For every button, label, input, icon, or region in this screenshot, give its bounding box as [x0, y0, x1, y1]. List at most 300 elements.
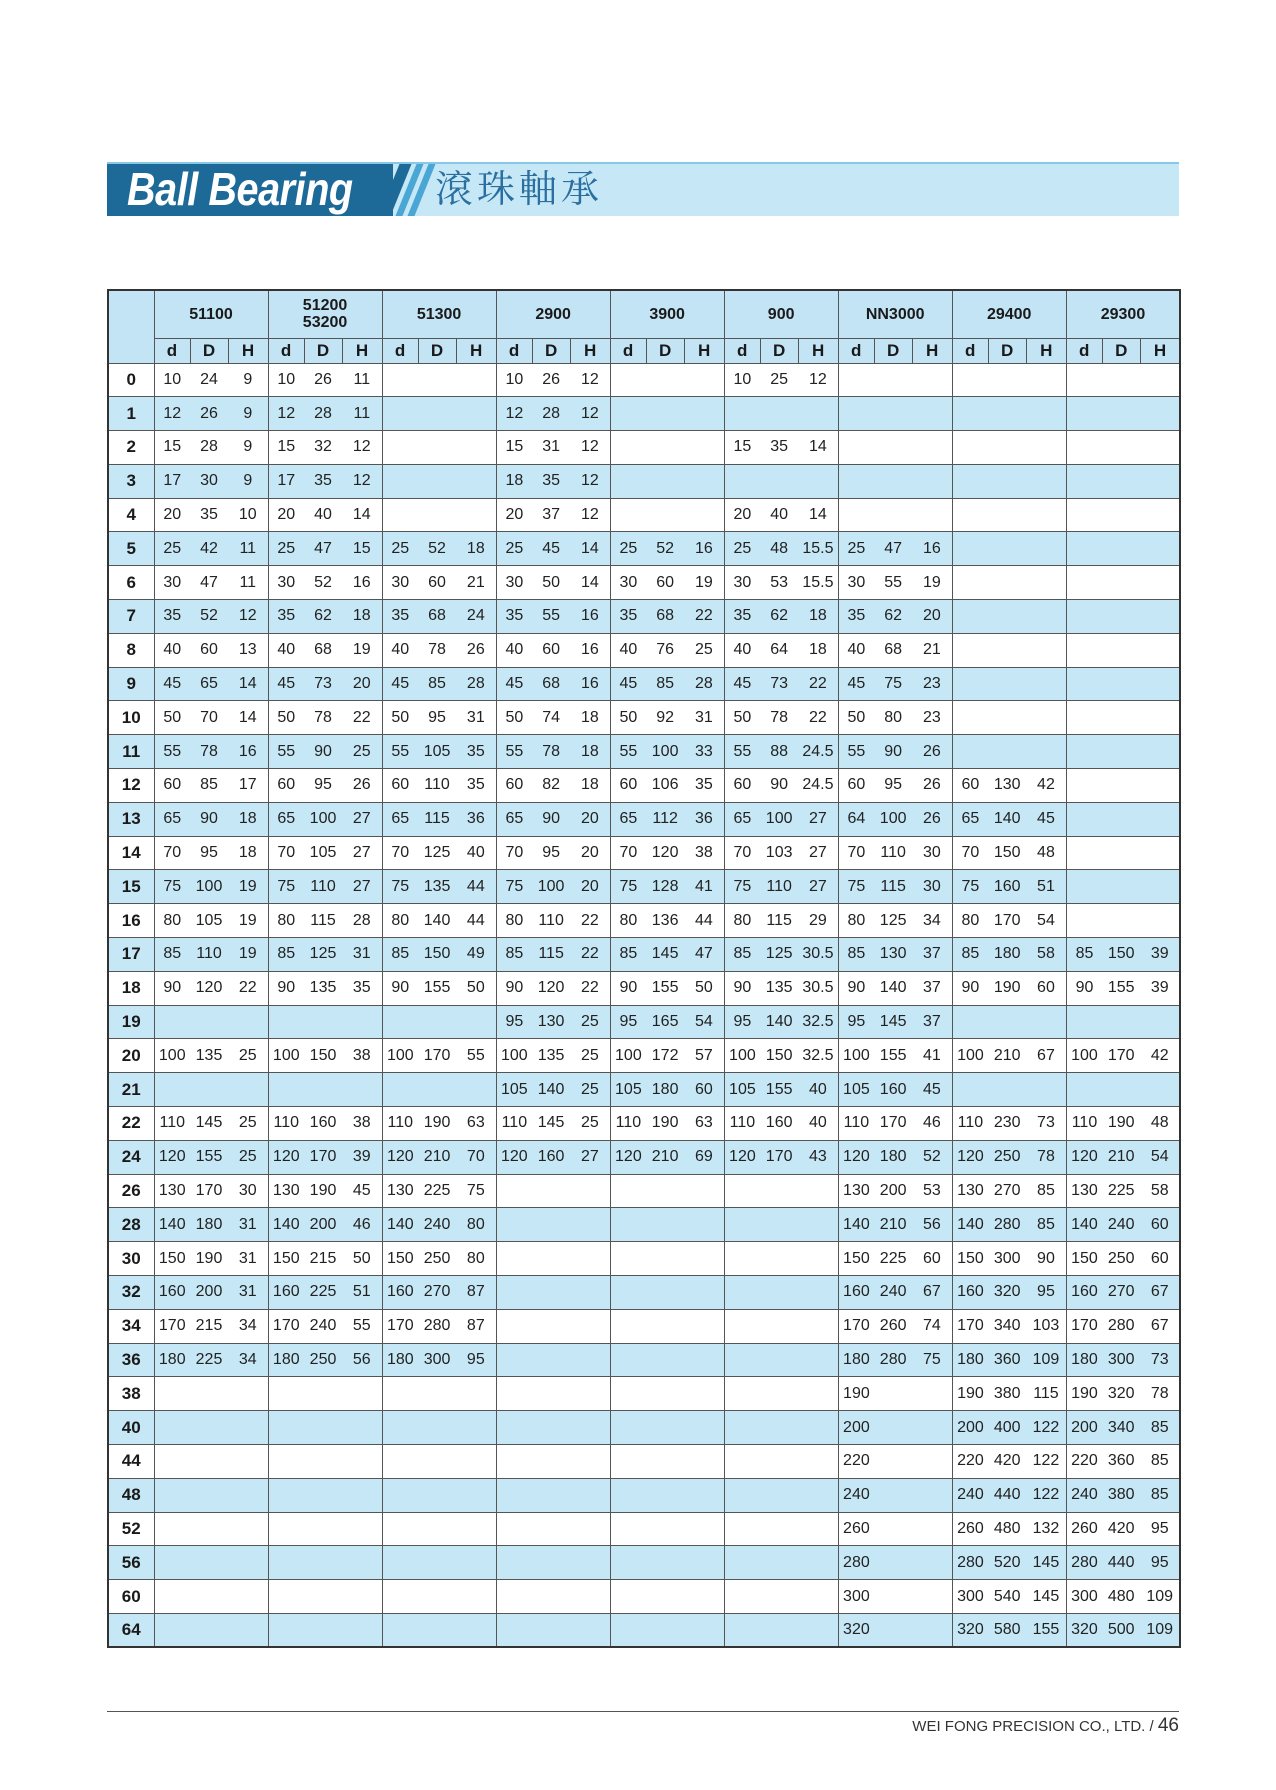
dimension-value-cell: 55 [456, 1039, 496, 1073]
dimension-value-cell: 44 [684, 904, 724, 938]
size-code-cell: 5 [108, 532, 154, 566]
dimension-value-cell [496, 1580, 532, 1614]
dimension-value-cell: 480 [1102, 1580, 1140, 1614]
dimension-value-cell: 120 [532, 971, 570, 1005]
dimension-value-cell: 14 [798, 498, 838, 532]
dimension-value-cell: 240 [952, 1478, 988, 1512]
dimension-value-cell: 110 [268, 1107, 304, 1141]
dimension-value-cell: 28 [456, 667, 496, 701]
dimension-value-cell: 95 [456, 1343, 496, 1377]
dimension-value-cell: 12 [268, 397, 304, 431]
dimension-value-cell [610, 1208, 646, 1242]
dimension-value-cell: 16 [228, 735, 268, 769]
dimension-value-cell: 145 [1026, 1580, 1066, 1614]
dimension-header: D [190, 338, 228, 363]
dimension-value-cell: 240 [838, 1478, 874, 1512]
dimension-value-cell: 10 [228, 498, 268, 532]
dimension-value-cell: 25 [382, 532, 418, 566]
dimension-value-cell: 24.5 [798, 769, 838, 803]
dimension-value-cell: 31 [532, 431, 570, 465]
dimension-value-cell: 31 [228, 1242, 268, 1276]
dimension-value-cell: 150 [382, 1242, 418, 1276]
dimension-value-cell: 100 [646, 735, 684, 769]
dimension-value-cell: 20 [154, 498, 190, 532]
dimension-value-cell: 40 [496, 633, 532, 667]
dimension-value-cell: 110 [610, 1107, 646, 1141]
dimension-value-cell: 28 [304, 397, 342, 431]
dimension-value-cell: 115 [418, 802, 456, 836]
dimension-value-cell [874, 1445, 912, 1479]
dimension-value-cell: 170 [1102, 1039, 1140, 1073]
dimension-value-cell: 155 [418, 971, 456, 1005]
dimension-value-cell: 60 [382, 769, 418, 803]
dimension-value-cell: 46 [342, 1208, 382, 1242]
dimension-value-cell [304, 1005, 342, 1039]
dimension-value-cell: 27 [798, 802, 838, 836]
model-label: NN3000 [865, 305, 925, 323]
dimension-header: d [724, 338, 760, 363]
dimension-value-cell [760, 1546, 798, 1580]
dimension-value-cell [912, 397, 952, 431]
dimension-value-cell [228, 1512, 268, 1546]
dimension-value-cell: 43 [798, 1140, 838, 1174]
model-label: 51300 [416, 305, 462, 323]
dimension-value-cell: 105 [190, 904, 228, 938]
dimension-value-cell: 68 [874, 633, 912, 667]
dimension-value-cell: 90 [1026, 1242, 1066, 1276]
dimension-value-cell: 150 [952, 1242, 988, 1276]
dimension-header: d [610, 338, 646, 363]
table-row [108, 566, 1180, 600]
size-code-cell: 40 [108, 1411, 154, 1445]
dimension-value-cell [190, 1411, 228, 1445]
dimension-value-cell: 120 [724, 1140, 760, 1174]
dimension-value-cell: 360 [988, 1343, 1026, 1377]
dimension-value-cell [304, 1512, 342, 1546]
dimension-value-cell [1026, 633, 1066, 667]
dimension-value-cell [418, 363, 456, 397]
dimension-value-cell: 32.5 [798, 1039, 838, 1073]
dimension-value-cell [1102, 431, 1140, 465]
header-banner [107, 162, 1179, 216]
table-row [108, 363, 1180, 397]
dimension-value-cell: 75 [952, 870, 988, 904]
dimension-value-cell [190, 1005, 228, 1039]
dimension-value-cell: 25 [570, 1005, 610, 1039]
dimension-value-cell: 110 [724, 1107, 760, 1141]
dimension-value-cell: 90 [304, 735, 342, 769]
dimension-value-cell: 320 [1102, 1377, 1140, 1411]
dimension-value-cell: 240 [874, 1276, 912, 1310]
dimension-value-cell [1102, 566, 1140, 600]
dimension-value-cell: 145 [1026, 1546, 1066, 1580]
dimension-value-cell: 140 [418, 904, 456, 938]
dimension-value-cell: 70 [154, 836, 190, 870]
dimension-value-cell: 132 [1026, 1512, 1066, 1546]
dimension-value-cell [190, 1445, 228, 1479]
dimension-value-cell: 47 [190, 566, 228, 600]
dimension-value-cell [1140, 431, 1180, 465]
dimension-value-cell: 45 [1026, 802, 1066, 836]
dimension-value-cell [1102, 802, 1140, 836]
dimension-value-cell: 95 [1140, 1546, 1180, 1580]
dimension-value-cell [496, 1174, 532, 1208]
dimension-value-cell: 90 [190, 802, 228, 836]
dimension-value-cell: 320 [1066, 1613, 1102, 1647]
dimension-value-cell [304, 1377, 342, 1411]
dimension-value-cell: 48 [760, 532, 798, 566]
dimension-value-cell [1026, 363, 1066, 397]
dimension-value-cell [874, 1411, 912, 1445]
dimension-value-cell: 160 [382, 1276, 418, 1310]
dimension-value-cell: 53 [760, 566, 798, 600]
dimension-value-cell [646, 1445, 684, 1479]
dimension-value-cell [532, 1613, 570, 1647]
dimension-value-cell: 110 [382, 1107, 418, 1141]
dimension-value-cell [304, 1478, 342, 1512]
dimension-value-cell [496, 1478, 532, 1512]
dimension-value-cell: 155 [1102, 971, 1140, 1005]
dimension-value-cell [418, 1411, 456, 1445]
dimension-value-cell: 14 [570, 566, 610, 600]
dimension-value-cell: 26 [342, 769, 382, 803]
dimension-value-cell: 130 [874, 938, 912, 972]
dimension-value-cell: 145 [532, 1107, 570, 1141]
dimension-value-cell [1140, 1073, 1180, 1107]
dimension-value-cell: 35 [684, 769, 724, 803]
dimension-header: d [1066, 338, 1102, 363]
dimension-value-cell [838, 397, 874, 431]
table-row [108, 1140, 1180, 1174]
dimension-value-cell [724, 1208, 760, 1242]
dimension-value-cell: 200 [1066, 1411, 1102, 1445]
dimension-value-cell [1140, 532, 1180, 566]
dimension-value-cell: 80 [874, 701, 912, 735]
dimension-value-cell [342, 1411, 382, 1445]
dimension-value-cell [456, 1073, 496, 1107]
dimension-value-cell [496, 1208, 532, 1242]
dimension-value-cell: 160 [532, 1140, 570, 1174]
dimension-value-cell: 260 [874, 1309, 912, 1343]
dimension-value-cell [268, 1005, 304, 1039]
dimension-value-cell [798, 1343, 838, 1377]
table-row [108, 1411, 1180, 1445]
dimension-value-cell: 80 [838, 904, 874, 938]
dimension-value-cell: 47 [304, 532, 342, 566]
size-code-cell: 44 [108, 1445, 154, 1479]
dimension-value-cell: 35 [304, 464, 342, 498]
size-code-cell: 12 [108, 769, 154, 803]
dimension-value-cell: 29 [798, 904, 838, 938]
dimension-value-cell [798, 1309, 838, 1343]
table-row [108, 1613, 1180, 1647]
dimension-header-row [108, 338, 1180, 363]
dimension-value-cell [382, 1005, 418, 1039]
dimension-value-cell: 30 [610, 566, 646, 600]
dimension-value-cell: 125 [304, 938, 342, 972]
dimension-value-cell: 85 [1140, 1445, 1180, 1479]
dimension-value-cell: 17 [154, 464, 190, 498]
dimension-value-cell: 220 [1066, 1445, 1102, 1479]
dimension-value-cell: 100 [190, 870, 228, 904]
dimension-value-cell: 100 [532, 870, 570, 904]
dimension-value-cell: 110 [304, 870, 342, 904]
dimension-value-cell: 31 [228, 1208, 268, 1242]
dimension-value-cell: 54 [1026, 904, 1066, 938]
size-code-cell: 21 [108, 1073, 154, 1107]
dimension-value-cell [228, 1073, 268, 1107]
dimension-value-cell: 225 [304, 1276, 342, 1310]
dimension-value-cell [760, 1580, 798, 1614]
dimension-value-cell [912, 1377, 952, 1411]
dimension-value-cell: 280 [988, 1208, 1026, 1242]
dimension-value-cell: 52 [646, 532, 684, 566]
dimension-value-cell [1102, 532, 1140, 566]
dimension-value-cell: 12 [798, 363, 838, 397]
dimension-value-cell [342, 1613, 382, 1647]
dimension-value-cell: 78 [760, 701, 798, 735]
dimension-value-cell [988, 397, 1026, 431]
size-code-cell: 64 [108, 1613, 154, 1647]
dimension-value-cell [1026, 1073, 1066, 1107]
dimension-value-cell: 90 [838, 971, 874, 1005]
dimension-value-cell: 110 [838, 1107, 874, 1141]
dimension-value-cell: 105 [838, 1073, 874, 1107]
dimension-value-cell [988, 532, 1026, 566]
dimension-value-cell [1140, 870, 1180, 904]
dimension-value-cell [418, 464, 456, 498]
dimension-value-cell: 85 [496, 938, 532, 972]
dimension-value-cell [228, 1580, 268, 1614]
dimension-value-cell [154, 1546, 190, 1580]
dimension-value-cell [190, 1073, 228, 1107]
table-row [108, 1445, 1180, 1479]
dimension-value-cell: 18 [570, 701, 610, 735]
dimension-value-cell: 38 [342, 1039, 382, 1073]
size-code-cell: 3 [108, 464, 154, 498]
dimension-value-cell: 20 [912, 600, 952, 634]
dimension-value-cell [1066, 431, 1102, 465]
dimension-value-cell [646, 1512, 684, 1546]
dimension-value-cell [874, 464, 912, 498]
dimension-header: H [684, 338, 724, 363]
dimension-value-cell: 50 [382, 701, 418, 735]
dimension-value-cell [532, 1445, 570, 1479]
dimension-value-cell [342, 1005, 382, 1039]
dimension-value-cell: 135 [760, 971, 798, 1005]
dimension-value-cell: 15.5 [798, 566, 838, 600]
dimension-value-cell: 120 [610, 1140, 646, 1174]
dimension-value-cell: 35 [610, 600, 646, 634]
dimension-value-cell: 73 [1140, 1343, 1180, 1377]
dimension-value-cell: 30.5 [798, 938, 838, 972]
dimension-value-cell: 95 [190, 836, 228, 870]
dimension-value-cell [532, 1546, 570, 1580]
dimension-value-cell [610, 1512, 646, 1546]
dimension-value-cell [1066, 836, 1102, 870]
dimension-value-cell [342, 1580, 382, 1614]
dimension-value-cell [684, 1546, 724, 1580]
dimension-header: D [532, 338, 570, 363]
dimension-value-cell: 55 [342, 1309, 382, 1343]
dimension-value-cell [228, 1445, 268, 1479]
dimension-value-cell [1066, 667, 1102, 701]
dimension-value-cell [874, 1512, 912, 1546]
dimension-value-cell [610, 498, 646, 532]
dimension-value-cell: 120 [382, 1140, 418, 1174]
dimension-value-cell: 130 [268, 1174, 304, 1208]
dimension-value-cell: 320 [952, 1613, 988, 1647]
dimension-value-cell [382, 363, 418, 397]
dimension-value-cell: 25 [570, 1039, 610, 1073]
page-footer [912, 1714, 1179, 1738]
dimension-value-cell [724, 464, 760, 498]
dimension-value-cell: 270 [418, 1276, 456, 1310]
dimension-value-cell: 170 [760, 1140, 798, 1174]
dimension-value-cell [724, 1242, 760, 1276]
dimension-value-cell: 85 [190, 769, 228, 803]
dimension-value-cell: 150 [760, 1039, 798, 1073]
size-code-cell: 17 [108, 938, 154, 972]
dimension-value-cell [646, 1377, 684, 1411]
dimension-value-cell [570, 1445, 610, 1479]
dimension-value-cell [874, 363, 912, 397]
dimension-value-cell: 145 [646, 938, 684, 972]
dimension-value-cell [342, 1478, 382, 1512]
dimension-value-cell [760, 1512, 798, 1546]
dimension-value-cell [610, 1580, 646, 1614]
dimension-value-cell: 180 [874, 1140, 912, 1174]
dimension-value-cell: 80 [456, 1208, 496, 1242]
dimension-value-cell: 35 [838, 600, 874, 634]
dimension-value-cell: 130 [952, 1174, 988, 1208]
dimension-value-cell [838, 498, 874, 532]
dimension-value-cell: 140 [532, 1073, 570, 1107]
dimension-value-cell: 78 [190, 735, 228, 769]
dimension-value-cell [418, 1478, 456, 1512]
dimension-value-cell: 380 [1102, 1478, 1140, 1512]
dimension-value-cell: 27 [798, 836, 838, 870]
table-row [108, 1073, 1180, 1107]
dimension-value-cell [496, 1242, 532, 1276]
dimension-value-cell: 120 [646, 836, 684, 870]
dimension-value-cell [1102, 633, 1140, 667]
dimension-header: H [342, 338, 382, 363]
dimension-value-cell: 420 [1102, 1512, 1140, 1546]
dimension-value-cell: 54 [684, 1005, 724, 1039]
dimension-value-cell [1026, 397, 1066, 431]
dimension-value-cell: 125 [418, 836, 456, 870]
dimension-value-cell [1026, 701, 1066, 735]
dimension-header: D [304, 338, 342, 363]
dimension-value-cell: 20 [724, 498, 760, 532]
dimension-value-cell [1066, 363, 1102, 397]
dimension-value-cell [1140, 498, 1180, 532]
dimension-value-cell: 135 [418, 870, 456, 904]
dimension-value-cell: 38 [684, 836, 724, 870]
dimension-value-cell [418, 1512, 456, 1546]
dimension-value-cell: 45 [342, 1174, 382, 1208]
dimension-value-cell: 140 [838, 1208, 874, 1242]
dimension-value-cell: 440 [988, 1478, 1026, 1512]
dimension-value-cell [760, 1174, 798, 1208]
dimension-value-cell [532, 1309, 570, 1343]
dimension-value-cell: 130 [532, 1005, 570, 1039]
dimension-value-cell: 55 [382, 735, 418, 769]
dimension-value-cell: 75 [154, 870, 190, 904]
dimension-value-cell [760, 1276, 798, 1310]
table-row [108, 938, 1180, 972]
dimension-value-cell: 125 [760, 938, 798, 972]
dimension-value-cell [912, 1411, 952, 1445]
dimension-value-cell [1140, 735, 1180, 769]
dimension-value-cell [382, 464, 418, 498]
dimension-value-cell: 190 [646, 1107, 684, 1141]
dimension-value-cell: 170 [988, 904, 1026, 938]
dimension-value-cell: 35 [532, 464, 570, 498]
dimension-value-cell [760, 1377, 798, 1411]
dimension-value-cell: 75 [912, 1343, 952, 1377]
dimension-value-cell: 440 [1102, 1546, 1140, 1580]
dimension-value-cell [798, 397, 838, 431]
dimension-value-cell [1140, 769, 1180, 803]
dimension-value-cell: 180 [190, 1208, 228, 1242]
dimension-value-cell [228, 1005, 268, 1039]
dimension-value-cell: 45 [496, 667, 532, 701]
dimension-value-cell: 48 [1140, 1107, 1180, 1141]
dimension-value-cell: 280 [838, 1546, 874, 1580]
dimension-value-cell [1102, 870, 1140, 904]
dimension-value-cell: 40 [304, 498, 342, 532]
dimension-value-cell: 85 [1026, 1174, 1066, 1208]
dimension-value-cell [1140, 667, 1180, 701]
dimension-value-cell: 135 [304, 971, 342, 1005]
dimension-value-cell: 18 [798, 633, 838, 667]
dimension-value-cell [532, 1208, 570, 1242]
table-row [108, 397, 1180, 431]
dimension-value-cell: 40 [154, 633, 190, 667]
table-row [108, 836, 1180, 870]
dimension-value-cell: 280 [1066, 1546, 1102, 1580]
dimension-value-cell [798, 1276, 838, 1310]
dimension-value-cell: 95 [496, 1005, 532, 1039]
dimension-value-cell: 22 [228, 971, 268, 1005]
dimension-value-cell: 10 [724, 363, 760, 397]
dimension-value-cell [874, 397, 912, 431]
dimension-value-cell [190, 1478, 228, 1512]
dimension-value-cell: 95 [1140, 1512, 1180, 1546]
dimension-value-cell: 22 [798, 701, 838, 735]
dimension-value-cell: 420 [988, 1445, 1026, 1479]
dimension-value-cell [1026, 532, 1066, 566]
dimension-value-cell: 110 [952, 1107, 988, 1141]
dimension-value-cell [988, 566, 1026, 600]
dimension-value-cell: 260 [952, 1512, 988, 1546]
dimension-value-cell: 150 [154, 1242, 190, 1276]
model-header [724, 290, 838, 338]
dimension-value-cell: 35 [760, 431, 798, 465]
dimension-value-cell [418, 1613, 456, 1647]
dimension-value-cell: 50 [456, 971, 496, 1005]
dimension-value-cell [382, 1580, 418, 1614]
dimension-value-cell: 400 [988, 1411, 1026, 1445]
dimension-header: D [760, 338, 798, 363]
dimension-value-cell [724, 1411, 760, 1445]
dimension-value-cell: 69 [684, 1140, 724, 1174]
dimension-value-cell: 28 [684, 667, 724, 701]
dimension-value-cell: 60 [1140, 1242, 1180, 1276]
dimension-value-cell: 24 [456, 600, 496, 634]
